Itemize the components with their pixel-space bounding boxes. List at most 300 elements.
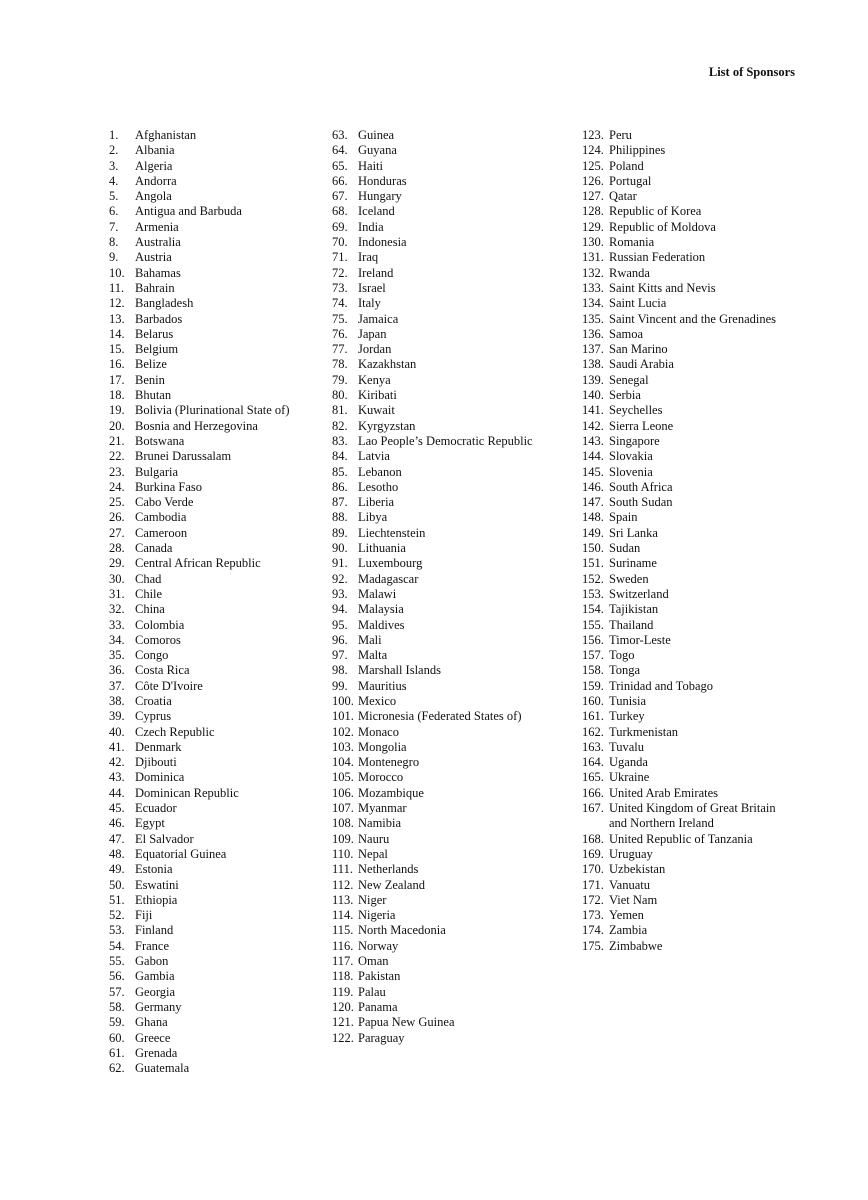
sponsor-list-item xyxy=(332,679,572,694)
sponsor-list-item xyxy=(109,847,314,862)
sponsor-number: 145. xyxy=(582,464,604,479)
sponsor-country-name: Nigeria xyxy=(358,908,396,923)
sponsor-number: 30. xyxy=(109,571,125,586)
sponsor-number: 22. xyxy=(109,449,125,464)
sponsor-country-name: Chad xyxy=(135,571,162,586)
sponsor-list-item xyxy=(109,770,314,785)
sponsor-number: 46. xyxy=(109,816,125,831)
sponsor-country-name: Mali xyxy=(358,632,382,647)
sponsor-country-name: Ghana xyxy=(135,1015,168,1030)
sponsor-list-item xyxy=(332,1015,572,1030)
sponsor-number: 152. xyxy=(582,571,604,586)
sponsor-list-item xyxy=(332,587,572,602)
sponsor-number: 44. xyxy=(109,785,125,800)
sponsor-list-item xyxy=(582,832,782,847)
sponsor-number: 85. xyxy=(332,464,348,479)
sponsor-country-name: Saudi Arabia xyxy=(609,357,674,372)
sponsor-number: 127. xyxy=(582,189,604,204)
sponsor-country-name: Kiribati xyxy=(358,388,397,403)
sponsor-country-name: United Republic of Tanzania xyxy=(609,831,753,846)
sponsor-country-name: Armenia xyxy=(135,219,179,234)
sponsor-country-name: Lesotho xyxy=(358,479,399,494)
sponsor-number: 37. xyxy=(109,678,125,693)
sponsor-number: 112. xyxy=(332,877,354,892)
sponsor-list-item xyxy=(332,709,572,724)
sponsor-number: 82. xyxy=(332,418,348,433)
sponsor-country-name: Italy xyxy=(358,296,381,311)
sponsor-number: 165. xyxy=(582,770,604,785)
sponsor-number: 89. xyxy=(332,525,348,540)
sponsor-list-item xyxy=(332,633,572,648)
sponsor-number: 138. xyxy=(582,357,604,372)
sponsor-list-item xyxy=(109,954,314,969)
sponsor-number: 120. xyxy=(332,999,354,1014)
sponsor-number: 19. xyxy=(109,403,125,418)
sponsor-number: 99. xyxy=(332,678,348,693)
sponsor-country-name: South Africa xyxy=(609,479,673,494)
sponsor-list-item xyxy=(582,618,782,633)
sponsor-number: 166. xyxy=(582,785,604,800)
sponsor-country-name: Bangladesh xyxy=(135,296,194,311)
sponsor-number: 65. xyxy=(332,158,348,173)
sponsor-country-name: Belarus xyxy=(135,326,174,341)
sponsor-list-item xyxy=(332,878,572,893)
sponsor-number: 73. xyxy=(332,280,348,295)
sponsor-number: 61. xyxy=(109,1045,125,1060)
sponsor-list-item xyxy=(332,847,572,862)
sponsor-number: 93. xyxy=(332,586,348,601)
sponsor-list-item xyxy=(109,572,314,587)
sponsor-country-name: Equatorial Guinea xyxy=(135,846,227,861)
sponsor-list-item xyxy=(332,388,572,403)
sponsor-list-item xyxy=(332,862,572,877)
sponsor-number: 18. xyxy=(109,388,125,403)
sponsor-country-name: Turkmenistan xyxy=(609,724,678,739)
sponsor-list-item xyxy=(582,862,782,877)
sponsor-list-item xyxy=(332,220,572,235)
sponsor-country-name: Niger xyxy=(358,892,387,907)
sponsor-list-item xyxy=(332,832,572,847)
sponsor-country-name: Afghanistan xyxy=(135,128,197,142)
sponsor-list-item xyxy=(582,296,782,311)
sponsor-list-item xyxy=(582,449,782,464)
sponsor-country-name: Zambia xyxy=(609,923,648,938)
sponsor-list-item xyxy=(109,587,314,602)
sponsor-list-item xyxy=(332,373,572,388)
sponsor-number: 66. xyxy=(332,173,348,188)
sponsor-list-item xyxy=(332,327,572,342)
sponsor-country-name: Ecuador xyxy=(135,801,177,816)
sponsor-number: 133. xyxy=(582,280,604,295)
sponsor-number: 71. xyxy=(332,250,348,265)
sponsor-number: 94. xyxy=(332,602,348,617)
sponsor-number: 151. xyxy=(582,556,604,571)
sponsor-number: 3. xyxy=(109,158,119,173)
sponsor-country-name: Greece xyxy=(135,1030,171,1045)
sponsor-number: 10. xyxy=(109,265,125,280)
sponsor-country-name: Eswatini xyxy=(135,877,179,892)
sponsor-country-name: Estonia xyxy=(135,862,173,877)
sponsor-country-name: Bosnia and Herzegovina xyxy=(135,418,258,433)
sponsor-number: 170. xyxy=(582,862,604,877)
sponsor-list-item xyxy=(109,923,314,938)
sponsor-country-name: Central African Republic xyxy=(135,556,261,571)
sponsor-list-item xyxy=(109,755,314,770)
sponsor-country-name: Uzbekistan xyxy=(609,862,666,877)
sponsor-list-item xyxy=(109,1000,314,1015)
sponsor-list-item xyxy=(332,143,572,158)
sponsor-list-item xyxy=(109,878,314,893)
sponsor-list-item xyxy=(332,1031,572,1046)
sponsor-country-name: Republic of Korea xyxy=(609,204,702,219)
sponsor-number: 49. xyxy=(109,862,125,877)
sponsor-country-name: Lithuania xyxy=(358,541,406,556)
sponsor-country-name: Russian Federation xyxy=(609,250,706,265)
sponsor-list-item xyxy=(109,373,314,388)
sponsor-number: 110. xyxy=(332,846,354,861)
sponsor-column-2 xyxy=(332,128,572,1046)
sponsor-country-name: Belgium xyxy=(135,342,179,357)
sponsor-list-item xyxy=(332,556,572,571)
sponsor-country-name: Dominica xyxy=(135,770,185,785)
sponsor-country-name: Grenada xyxy=(135,1045,178,1060)
sponsor-list-item xyxy=(109,985,314,1000)
sponsor-country-name: Malta xyxy=(358,648,388,663)
sponsor-country-name: San Marino xyxy=(609,342,668,357)
sponsor-country-name: Iceland xyxy=(358,204,395,219)
sponsor-number: 9. xyxy=(109,250,119,265)
sponsor-number: 14. xyxy=(109,326,125,341)
sponsor-number: 144. xyxy=(582,449,604,464)
sponsor-number: 35. xyxy=(109,648,125,663)
sponsor-list-item xyxy=(582,434,782,449)
sponsor-number: 75. xyxy=(332,311,348,326)
sponsor-list-item xyxy=(332,235,572,250)
sponsor-list-item xyxy=(332,281,572,296)
sponsor-number: 62. xyxy=(109,1061,125,1076)
sponsor-country-name: Turkey xyxy=(609,709,645,724)
sponsor-country-name: Barbados xyxy=(135,311,183,326)
sponsor-list-item xyxy=(332,128,572,143)
sponsor-country-name: Kazakhstan xyxy=(358,357,417,372)
sponsor-number: 17. xyxy=(109,372,125,387)
sponsor-number: 128. xyxy=(582,204,604,219)
sponsor-country-name: Mozambique xyxy=(358,785,424,800)
sponsor-country-name: Switzerland xyxy=(609,586,669,601)
sponsor-list-item xyxy=(582,801,782,832)
sponsor-list-item xyxy=(109,312,314,327)
sponsor-country-name: Netherlands xyxy=(358,862,419,877)
sponsor-list-item xyxy=(109,281,314,296)
sponsor-list-item xyxy=(109,1015,314,1030)
sponsor-list-item xyxy=(582,357,782,372)
sponsor-number: 95. xyxy=(332,617,348,632)
sponsor-list-item xyxy=(109,480,314,495)
sponsor-list-item xyxy=(109,618,314,633)
sponsor-country-name: Guatemala xyxy=(135,1061,190,1076)
sponsor-list-item xyxy=(582,266,782,281)
sponsor-list-item xyxy=(582,327,782,342)
sponsor-list-item xyxy=(332,801,572,816)
sponsor-list-item xyxy=(582,250,782,265)
sponsor-list-item xyxy=(332,939,572,954)
sponsor-list-item xyxy=(332,159,572,174)
sponsor-number: 11. xyxy=(109,280,125,295)
sponsor-list-item xyxy=(109,128,314,143)
sponsor-country-name: Germany xyxy=(135,999,182,1014)
sponsor-number: 51. xyxy=(109,892,125,907)
sponsor-list-item xyxy=(582,541,782,556)
sponsor-number: 84. xyxy=(332,449,348,464)
sponsor-country-name: Colombia xyxy=(135,617,185,632)
sponsor-country-name: Brunei Darussalam xyxy=(135,449,232,464)
sponsor-number: 105. xyxy=(332,770,354,785)
sponsor-country-name: Mexico xyxy=(358,693,397,708)
sponsor-country-name: Algeria xyxy=(135,158,173,173)
sponsor-list-item xyxy=(332,174,572,189)
sponsor-number: 83. xyxy=(332,433,348,448)
sponsor-number: 169. xyxy=(582,846,604,861)
sponsor-number: 39. xyxy=(109,709,125,724)
sponsor-country-name: Madagascar xyxy=(358,571,419,586)
sponsor-country-name: Singapore xyxy=(609,433,660,448)
sponsor-number: 98. xyxy=(332,663,348,678)
sponsor-number: 147. xyxy=(582,495,604,510)
sponsor-list-item xyxy=(109,908,314,923)
sponsor-number: 163. xyxy=(582,739,604,754)
sponsor-number: 149. xyxy=(582,525,604,540)
sponsor-country-name: Saint Vincent and the Grenadines xyxy=(609,311,777,326)
sponsor-country-name: Paraguay xyxy=(358,1030,405,1045)
sponsor-list-item xyxy=(109,663,314,678)
sponsor-list-item xyxy=(109,1031,314,1046)
sponsor-list-item xyxy=(582,770,782,785)
sponsor-list-item xyxy=(582,648,782,663)
sponsor-number: 126. xyxy=(582,173,604,188)
sponsor-country-name: Monaco xyxy=(358,724,399,739)
sponsor-country-name: Bulgaria xyxy=(135,464,179,479)
sponsor-country-name: Seychelles xyxy=(609,403,663,418)
sponsor-number: 123. xyxy=(582,128,604,142)
sponsor-country-name: Papua New Guinea xyxy=(358,1015,455,1030)
sponsor-list-item xyxy=(332,572,572,587)
sponsor-number: 87. xyxy=(332,495,348,510)
sponsor-country-name: Bahrain xyxy=(135,280,175,295)
sponsor-list-item xyxy=(109,694,314,709)
sponsor-country-name: Libya xyxy=(358,510,388,525)
sponsor-country-name: Spain xyxy=(609,510,638,525)
sponsor-list-item xyxy=(332,189,572,204)
sponsor-number: 160. xyxy=(582,693,604,708)
sponsor-country-name: Saint Kitts and Nevis xyxy=(609,280,716,295)
sponsor-list-item xyxy=(582,128,782,143)
sponsor-number: 60. xyxy=(109,1030,125,1045)
sponsor-number: 113. xyxy=(332,892,354,907)
sponsor-number: 2. xyxy=(109,143,119,158)
sponsor-number: 56. xyxy=(109,969,125,984)
sponsor-number: 47. xyxy=(109,831,125,846)
sponsor-country-name: Senegal xyxy=(609,372,649,387)
sponsor-number: 119. xyxy=(332,984,354,999)
sponsor-number: 59. xyxy=(109,1015,125,1030)
sponsor-number: 23. xyxy=(109,464,125,479)
sponsor-number: 79. xyxy=(332,372,348,387)
sponsor-list-item xyxy=(109,1061,314,1076)
sponsor-number: 78. xyxy=(332,357,348,372)
sponsor-number: 55. xyxy=(109,954,125,969)
sponsor-list-item xyxy=(109,556,314,571)
sponsor-list-item xyxy=(332,648,572,663)
sponsor-country-name: Czech Republic xyxy=(135,724,215,739)
sponsor-country-name: Saint Lucia xyxy=(609,296,667,311)
sponsor-list-item xyxy=(332,449,572,464)
sponsor-country-name: Albania xyxy=(135,143,175,158)
sponsor-country-name: Hungary xyxy=(358,189,402,204)
sponsor-number: 43. xyxy=(109,770,125,785)
sponsor-country-name: El Salvador xyxy=(135,831,194,846)
sponsor-country-name: Austria xyxy=(135,250,172,265)
sponsor-number: 21. xyxy=(109,433,125,448)
sponsor-country-name: Honduras xyxy=(358,173,407,188)
sponsor-country-name: Viet Nam xyxy=(609,892,658,907)
sponsor-list-item xyxy=(582,908,782,923)
sponsor-number: 159. xyxy=(582,678,604,693)
sponsor-country-name: North Macedonia xyxy=(358,923,446,938)
sponsor-number: 67. xyxy=(332,189,348,204)
sponsor-list-item xyxy=(109,143,314,158)
sponsor-list-item xyxy=(109,403,314,418)
sponsor-list-item xyxy=(582,189,782,204)
sponsor-country-name: Côte D'Ivoire xyxy=(135,678,203,693)
sponsor-list-item xyxy=(109,526,314,541)
sponsor-country-name: Slovenia xyxy=(609,464,653,479)
sponsor-list-item xyxy=(582,159,782,174)
sponsor-country-name: Sudan xyxy=(609,541,641,556)
sponsor-number: 103. xyxy=(332,739,354,754)
sponsor-number: 122. xyxy=(332,1030,354,1045)
sponsor-number: 54. xyxy=(109,938,125,953)
sponsor-number: 107. xyxy=(332,801,354,816)
sponsor-country-name: Australia xyxy=(135,235,181,250)
sponsor-list-item xyxy=(332,893,572,908)
sponsor-country-name: Liberia xyxy=(358,495,395,510)
sponsor-number: 38. xyxy=(109,693,125,708)
sponsor-number: 88. xyxy=(332,510,348,525)
sponsor-number: 143. xyxy=(582,433,604,448)
sponsor-list-item xyxy=(332,786,572,801)
sponsor-country-name: Rwanda xyxy=(609,265,650,280)
sponsor-list-item xyxy=(109,725,314,740)
sponsor-country-name: Portugal xyxy=(609,173,652,188)
sponsor-list-item xyxy=(582,755,782,770)
sponsor-list-item xyxy=(582,403,782,418)
sponsor-country-name: Indonesia xyxy=(358,235,407,250)
sponsor-list-item xyxy=(582,495,782,510)
sponsor-list-item xyxy=(582,281,782,296)
sponsor-country-name: Republic of Moldova xyxy=(609,219,716,234)
sponsor-country-name: Mongolia xyxy=(358,739,407,754)
sponsor-country-name: Latvia xyxy=(358,449,390,464)
sponsor-number: 172. xyxy=(582,892,604,907)
sponsor-list-item xyxy=(109,204,314,219)
sponsor-country-name: Liechtenstein xyxy=(358,525,426,540)
sponsor-country-name: Philippines xyxy=(609,143,666,158)
sponsor-list-item xyxy=(109,235,314,250)
sponsor-list-item xyxy=(332,816,572,831)
sponsor-number: 114. xyxy=(332,908,354,923)
sponsor-country-name: Pakistan xyxy=(358,969,401,984)
sponsor-country-name: Yemen xyxy=(609,908,644,923)
sponsor-list-item xyxy=(109,266,314,281)
sponsor-country-name: Israel xyxy=(358,280,386,295)
sponsor-country-name: Chile xyxy=(135,586,163,601)
sponsor-list-item xyxy=(332,954,572,969)
sponsor-list-item xyxy=(332,694,572,709)
sponsor-country-name: Palau xyxy=(358,984,386,999)
sponsor-list-item xyxy=(332,725,572,740)
sponsor-list-item xyxy=(582,740,782,755)
sponsor-list-item xyxy=(332,755,572,770)
sponsor-number: 42. xyxy=(109,755,125,770)
sponsor-country-name: Andorra xyxy=(135,173,177,188)
sponsor-number: 100. xyxy=(332,693,354,708)
sponsor-country-name: Panama xyxy=(358,999,398,1014)
sponsor-list-item xyxy=(109,1046,314,1061)
sponsor-country-name: Ukraine xyxy=(609,770,650,785)
sponsor-number: 154. xyxy=(582,602,604,617)
sponsor-number: 1. xyxy=(109,128,119,142)
sponsor-number: 6. xyxy=(109,204,119,219)
sponsor-list-item xyxy=(332,969,572,984)
sponsor-list-item xyxy=(332,985,572,1000)
sponsor-number: 171. xyxy=(582,877,604,892)
sponsor-number: 106. xyxy=(332,785,354,800)
sponsor-number: 92. xyxy=(332,571,348,586)
sponsor-country-name: Malaysia xyxy=(358,602,404,617)
sponsor-list-item xyxy=(109,220,314,235)
sponsor-list-item xyxy=(332,419,572,434)
sponsor-country-name: Namibia xyxy=(358,816,402,831)
sponsor-number: 90. xyxy=(332,541,348,556)
sponsor-list-item xyxy=(109,939,314,954)
sponsor-number: 153. xyxy=(582,586,604,601)
sponsor-number: 45. xyxy=(109,801,125,816)
sponsor-country-name: Guyana xyxy=(358,143,397,158)
sponsor-list-item xyxy=(332,204,572,219)
sponsor-number: 70. xyxy=(332,235,348,250)
sponsor-list-item xyxy=(109,801,314,816)
sponsor-country-name: Antigua and Barbuda xyxy=(135,204,242,219)
sponsor-column-1 xyxy=(109,128,314,1076)
sponsor-number: 137. xyxy=(582,342,604,357)
sponsor-number: 116. xyxy=(332,938,354,953)
sponsor-list-item xyxy=(582,786,782,801)
sponsor-number: 168. xyxy=(582,831,604,846)
sponsor-column-3 xyxy=(582,128,782,954)
sponsor-country-name: Ireland xyxy=(358,265,394,280)
sponsor-country-name: Micronesia (Federated States of) xyxy=(358,709,522,724)
sponsor-list-item xyxy=(332,342,572,357)
sponsor-country-name: Finland xyxy=(135,923,174,938)
sponsor-list-item xyxy=(109,740,314,755)
sponsor-country-name: Burkina Faso xyxy=(135,479,203,494)
sponsor-country-name: Djibouti xyxy=(135,755,177,770)
sponsor-number: 136. xyxy=(582,326,604,341)
sponsor-number: 7. xyxy=(109,219,119,234)
sponsor-list-item xyxy=(582,388,782,403)
sponsor-country-name: Iraq xyxy=(358,250,379,265)
sponsor-list-item xyxy=(582,893,782,908)
